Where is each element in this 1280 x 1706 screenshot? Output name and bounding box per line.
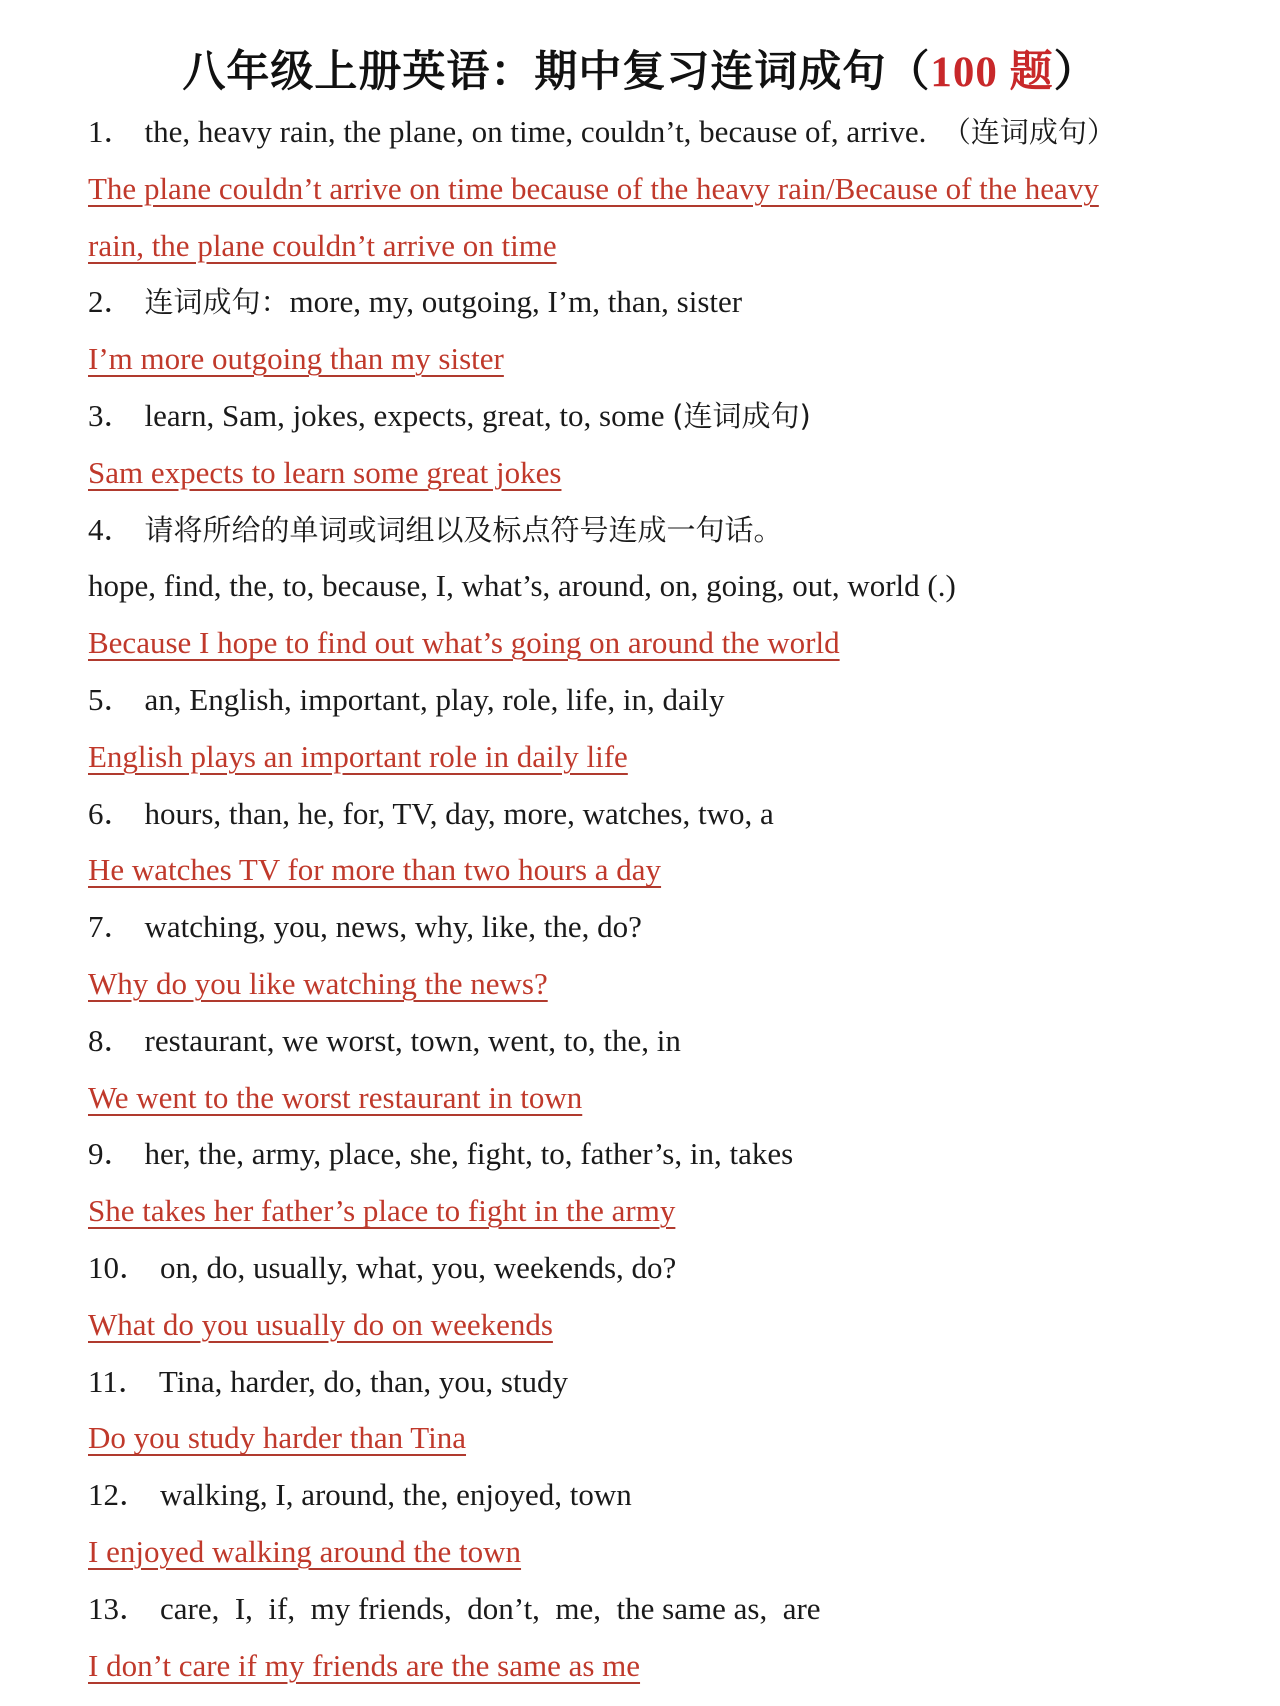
question-row: hope, find, the, to, because, I, what’s, around, on, going, out, world (.) (88, 568, 956, 604)
answer-row: We went to the worst restaurant in town (88, 1079, 583, 1115)
answer-row: rain, the plane couldn’t arrive on time (88, 227, 557, 263)
title-end: ） (1053, 47, 1098, 97)
answer-row: Why do you like watching the news? (88, 965, 548, 1001)
question-row: 4． 请将所给的单词或词组以及标点符号连成一句话。 (88, 511, 783, 547)
question-row: 6． hours, than, he, for, TV, day, more, watches, two, a (88, 795, 774, 831)
question-row: 8． restaurant, we worst, town, went, to, the, in (88, 1022, 681, 1058)
question-row: 13． care, I, if, my friends, don’t, me, the same as, are (88, 1590, 821, 1626)
question-row: 7． watching, you, news, why, like, the, do? (88, 909, 642, 945)
answer-row: English plays an important role in daily life (88, 738, 628, 774)
question-row: 2． 连词成句：more, my, outgoing, I’m, than, sister (88, 284, 743, 320)
question-row: 11． Tina, harder, do, than, you, study (88, 1363, 569, 1399)
answer-row: She takes her father’s place to fight in the army (88, 1193, 676, 1229)
answer-row: He watches TV for more than two hours a day (88, 852, 662, 888)
title-count: 100 题 (930, 49, 1054, 96)
question-row: 12． walking, I, around, the, enjoyed, town (88, 1477, 632, 1513)
question-row: 3． learn, Sam, jokes, expects, great, to, some (连词成句) (88, 397, 811, 433)
answer-row: Do you study harder than Tina (88, 1420, 467, 1456)
page-title (0, 38, 1280, 99)
answer-row: Because I hope to find out what’s going on around the world (88, 625, 840, 661)
title-main: 八年级上册英语：期中复习连词成句（ (182, 47, 931, 97)
exercise-list (88, 104, 1208, 1694)
answer-row: I enjoyed walking around the town (88, 1533, 522, 1569)
answer-row: I’m more outgoing than my sister (88, 341, 504, 377)
answer-row: I don’t care if my friends are the same as me (88, 1647, 641, 1683)
answer-row: The plane couldn’t arrive on time because of the heavy rain/Because of the heavy (88, 170, 1099, 206)
question-row: 1． the, heavy rain, the plane, on time, couldn’t, because of, arrive. （连词成句） (88, 114, 1116, 149)
question-row: 10． on, do, usually, what, you, weekends, do? (88, 1249, 677, 1285)
answer-row: What do you usually do on weekends (88, 1306, 553, 1342)
question-row: 5． an, English, important, play, role, life, in, daily (88, 681, 725, 717)
answer-row: Sam expects to learn some great jokes (88, 454, 562, 490)
question-row: 9． her, the, army, place, she, fight, to, father’s, in, takes (88, 1136, 794, 1172)
